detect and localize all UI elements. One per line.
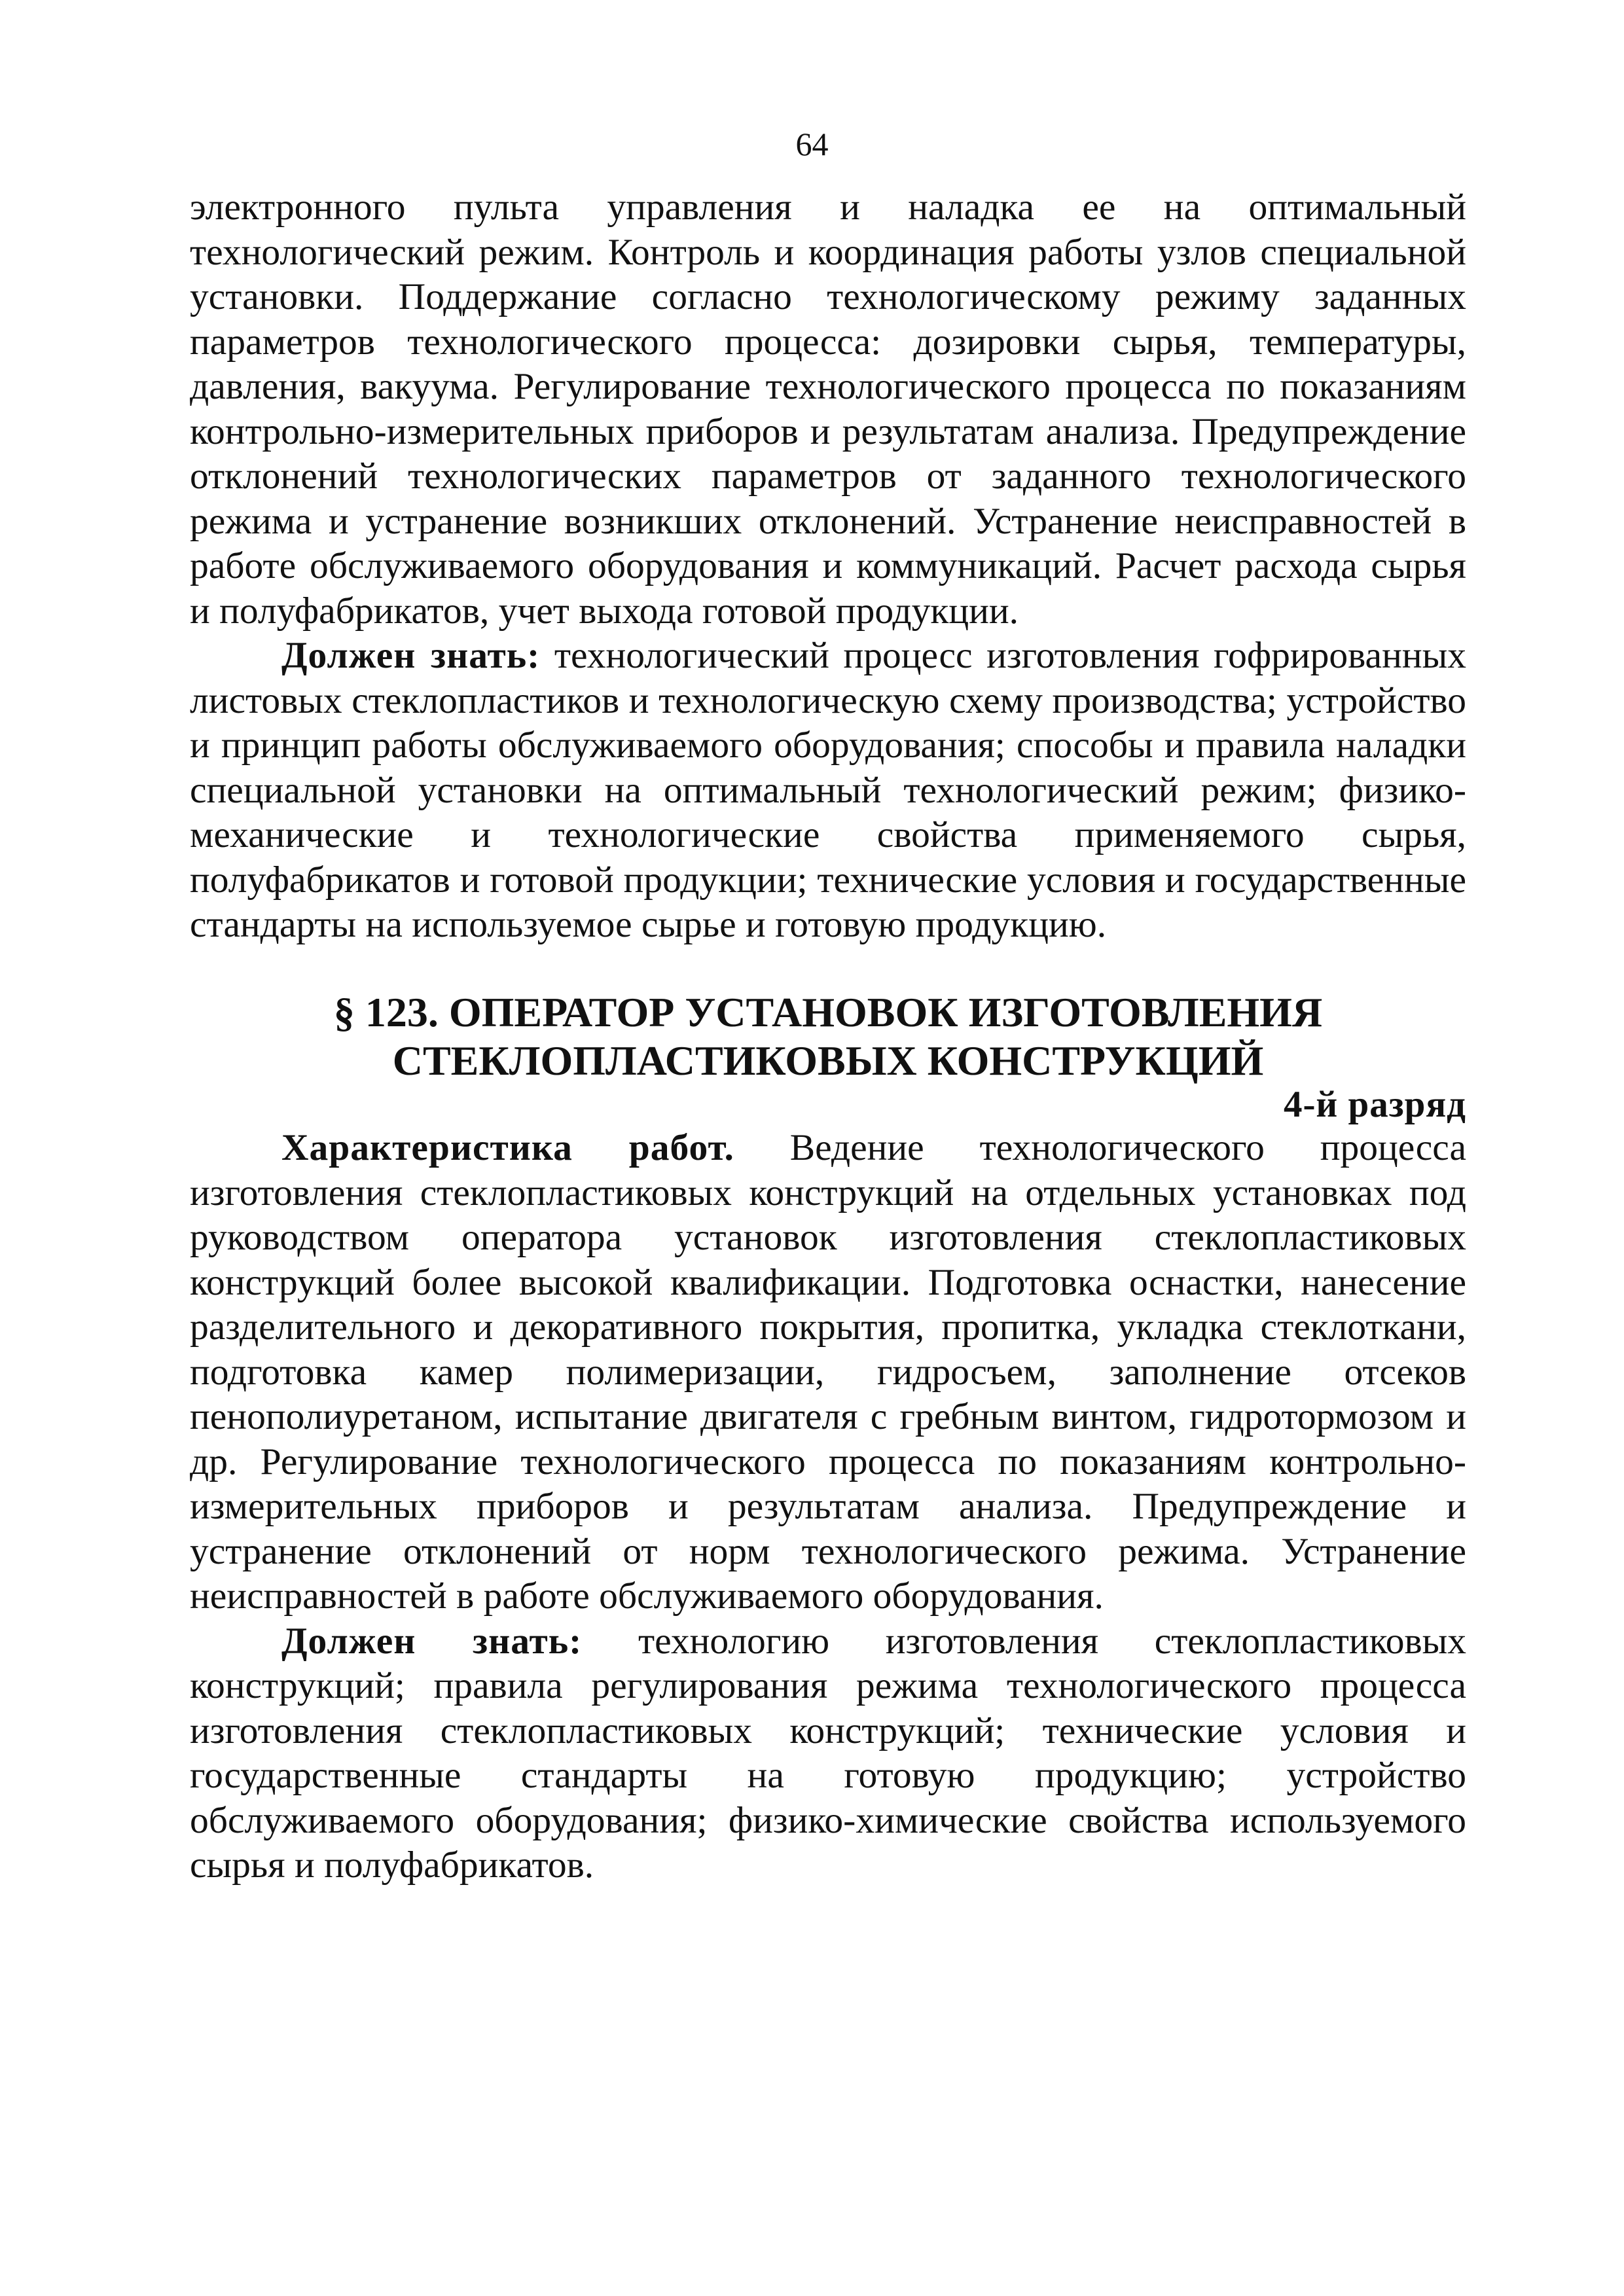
work-text: Ведение технологического процесса изготовления стеклопластиковых конструкций на отдельных установках под руководством оператора установок изготовления стеклопластиковых конструкций более высокой квалификации. Подготовка оснастки, нанесение разделительного и декоративного покрытия, пропитка, укладка стеклоткани, подготовка камер полимеризации, гидросъем, заполнение отсеков пенополиуретаном, испытание двигателя с гребным винтом, гидротормозом и др. Регулирование технологического процесса по показаниям контрольно-измерительных приборов и результатам анализа. Предупреждение и устранение отклонений от норм технологического режима. Устранение неисправностей в работе обслуживаемого оборудования. — [190, 1127, 1467, 1617]
section-title-line-1: § 123. ОПЕРАТОР УСТАНОВОК ИЗГОТОВЛЕНИЯ — [333, 989, 1323, 1035]
knowledge-text-section: технологию изготовления стеклопластиковых конструкций; правила регулирования режима технологического процесса изготовления стеклопластиковых конструкций; технические условия и государственные стандарты на готовую продукцию; устройство обслуживаемого оборудования; физико-химические свойства используемого сырья и полуфабрикатов. — [190, 1620, 1466, 1886]
section-title — [190, 988, 1466, 1085]
page-number: 64 — [795, 126, 829, 162]
grade-label: 4-й разряд — [1283, 1084, 1466, 1125]
knowledge-paragraph-section — [190, 1619, 1466, 1888]
section-text-block — [190, 1126, 1466, 1888]
section-title-line-2: СТЕКЛОПЛАСТИКОВЫХ КОНСТРУКЦИЙ — [392, 1037, 1264, 1084]
knowledge-text-top: технологический процесс изготовления гофрированных листовых стеклопластиков и технологическую схему производства; устройство и принцип работы обслуживаемого оборудования; способы и правила наладки специальной установки на оптимальный технологический режим; физико-механические и технологические свойства применяемого сырья, полуфабрикатов и готовой продукции; технические условия и государственные стандарты на используемое сырье и готовую продукцию. — [190, 635, 1466, 945]
top-text-block — [190, 185, 1466, 948]
knowledge-paragraph-top — [190, 634, 1466, 948]
work-lead: Характеристика работ. — [281, 1127, 734, 1168]
knowledge-lead-section: Должен знать: — [281, 1620, 583, 1662]
continuation-paragraph: электронного пульта управления и наладка ее на оптимальный технологический режим. Контроль и координация работы узлов специальной установки. Поддержание согласно технологическому режиму заданных параметров технологического процесса: дозировки сырья, температуры, давления, вакуума. Регулирование технологического процесса по показаниям контрольно-измерительных приборов и результатам анализа. Предупреждение отклонений технологических параметров от заданного технологического режима и устранение возникших отклонений. Устранение неисправностей в работе обслуживаемого оборудования и коммуникаций. Расчет расхода сырья и полуфабрикатов, учет выхода готовой продукции. — [190, 187, 1466, 632]
work-characteristics-paragraph — [190, 1126, 1466, 1619]
knowledge-lead-top: Должен знать: — [281, 635, 541, 676]
